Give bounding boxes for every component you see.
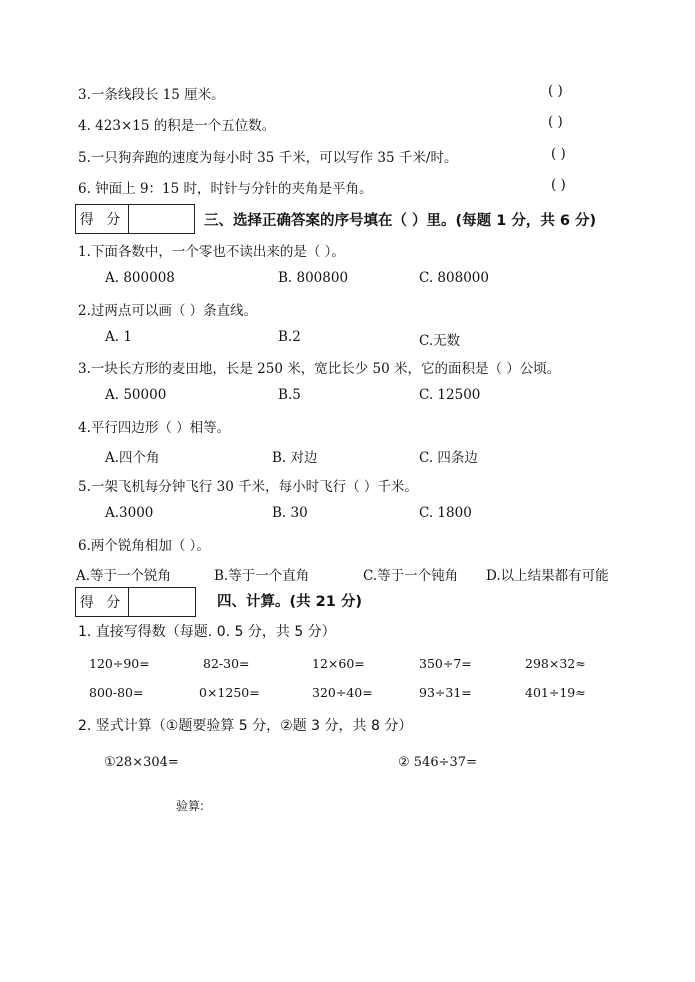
check-label: 验算: <box>176 799 205 813</box>
calc-r2-c2: 0×1250= <box>199 685 260 700</box>
score-box-section4 <box>75 587 196 617</box>
part1-title: 1. 直接写得数（每题. 0. 5 分，共 5 分） <box>78 624 336 640</box>
score-blank[interactable] <box>129 205 194 233</box>
option-6b[interactable]: B.等于一个直角 <box>214 568 310 584</box>
answer-paren-5[interactable]: ( ) <box>551 146 566 162</box>
part2-title: 2. 竖式计算（①题要验算 5 分，②题 3 分，共 8 分） <box>78 718 413 734</box>
score-label: 得 分 <box>76 205 129 233</box>
calc-r1-c2: 82-30= <box>203 656 250 671</box>
calc-r1-c1: 120÷90= <box>89 656 150 671</box>
option-2b[interactable]: B.2 <box>278 329 301 345</box>
option-5c[interactable]: C. 1800 <box>419 505 472 521</box>
option-4b[interactable]: B. 对边 <box>272 450 318 466</box>
answer-paren-3[interactable]: ( ) <box>548 83 563 99</box>
option-2c[interactable]: C.无数 <box>419 333 461 349</box>
judge-item-6: 6. 钟面上 9：15 时，时针与分针的夹角是平角。 <box>78 181 373 197</box>
calc-r2-c3: 320÷40= <box>312 685 373 700</box>
option-4a[interactable]: A.四个角 <box>105 450 160 466</box>
option-5b[interactable]: B. 30 <box>272 505 308 521</box>
calc-r1-c4: 350÷7= <box>419 656 472 671</box>
option-3a[interactable]: A. 50000 <box>105 387 167 403</box>
score-label: 得 分 <box>76 588 129 616</box>
answer-paren-4[interactable]: ( ) <box>548 114 563 130</box>
option-3b[interactable]: B.5 <box>278 387 301 403</box>
score-box-section3 <box>75 204 195 234</box>
judge-item-3: 3.一条线段长 15 厘米。 <box>78 87 225 103</box>
option-6d[interactable]: D.以上结果都有可能 <box>486 568 609 584</box>
section3-title: 三、选择正确答案的序号填在（ ）里。(每题 1 分，共 6 分) <box>204 213 597 229</box>
question-2: 2.过两点可以画（ ）条直线。 <box>78 303 258 319</box>
calc-r1-c3: 12×60= <box>312 656 365 671</box>
section4-title: 四、计算。(共 21 分) <box>217 594 363 610</box>
question-6: 6.两个锐角相加（ ）。 <box>78 538 210 554</box>
calc-r2-c1: 800-80= <box>89 685 144 700</box>
score-blank[interactable] <box>129 588 195 616</box>
option-5a[interactable]: A.3000 <box>105 505 154 521</box>
option-2a[interactable]: A. 1 <box>105 329 132 345</box>
question-3: 3.一块长方形的麦田地，长是 250 米，宽比长少 50 米，它的面积是（ ）公顷。 <box>78 361 561 377</box>
option-1b[interactable]: B. 800800 <box>278 270 349 286</box>
option-1c[interactable]: C. 808000 <box>419 270 489 286</box>
option-6c[interactable]: C.等于一个钝角 <box>363 568 459 584</box>
option-3c[interactable]: C. 12500 <box>419 387 481 403</box>
judge-item-5: 5.一只狗奔跑的速度为每小时 35 千米，可以写作 35 千米/时。 <box>78 150 458 166</box>
option-1a[interactable]: A. 800008 <box>105 270 175 286</box>
calc-r2-c5: 401÷19≈ <box>525 685 586 700</box>
option-6a[interactable]: A.等于一个锐角 <box>76 568 172 584</box>
judge-item-4: 4. 423×15 的积是一个五位数。 <box>78 118 276 134</box>
calc-r1-c5: 298×32≈ <box>525 656 586 671</box>
question-1: 1.下面各数中，一个零也不读出来的是（ ）。 <box>78 244 345 260</box>
option-4c[interactable]: C. 四条边 <box>419 450 478 466</box>
question-5: 5.一架飞机每分钟飞行 30 千米，每小时飞行（ ）千米。 <box>78 479 418 495</box>
answer-paren-6[interactable]: ( ) <box>551 177 566 193</box>
calc-r2-c4: 93÷31= <box>419 685 472 700</box>
question-4: 4.平行四边形（ ）相等。 <box>78 420 231 436</box>
vertical-calc-2: ② 546÷37= <box>398 755 477 770</box>
vertical-calc-1: ①28×304= <box>104 755 179 770</box>
